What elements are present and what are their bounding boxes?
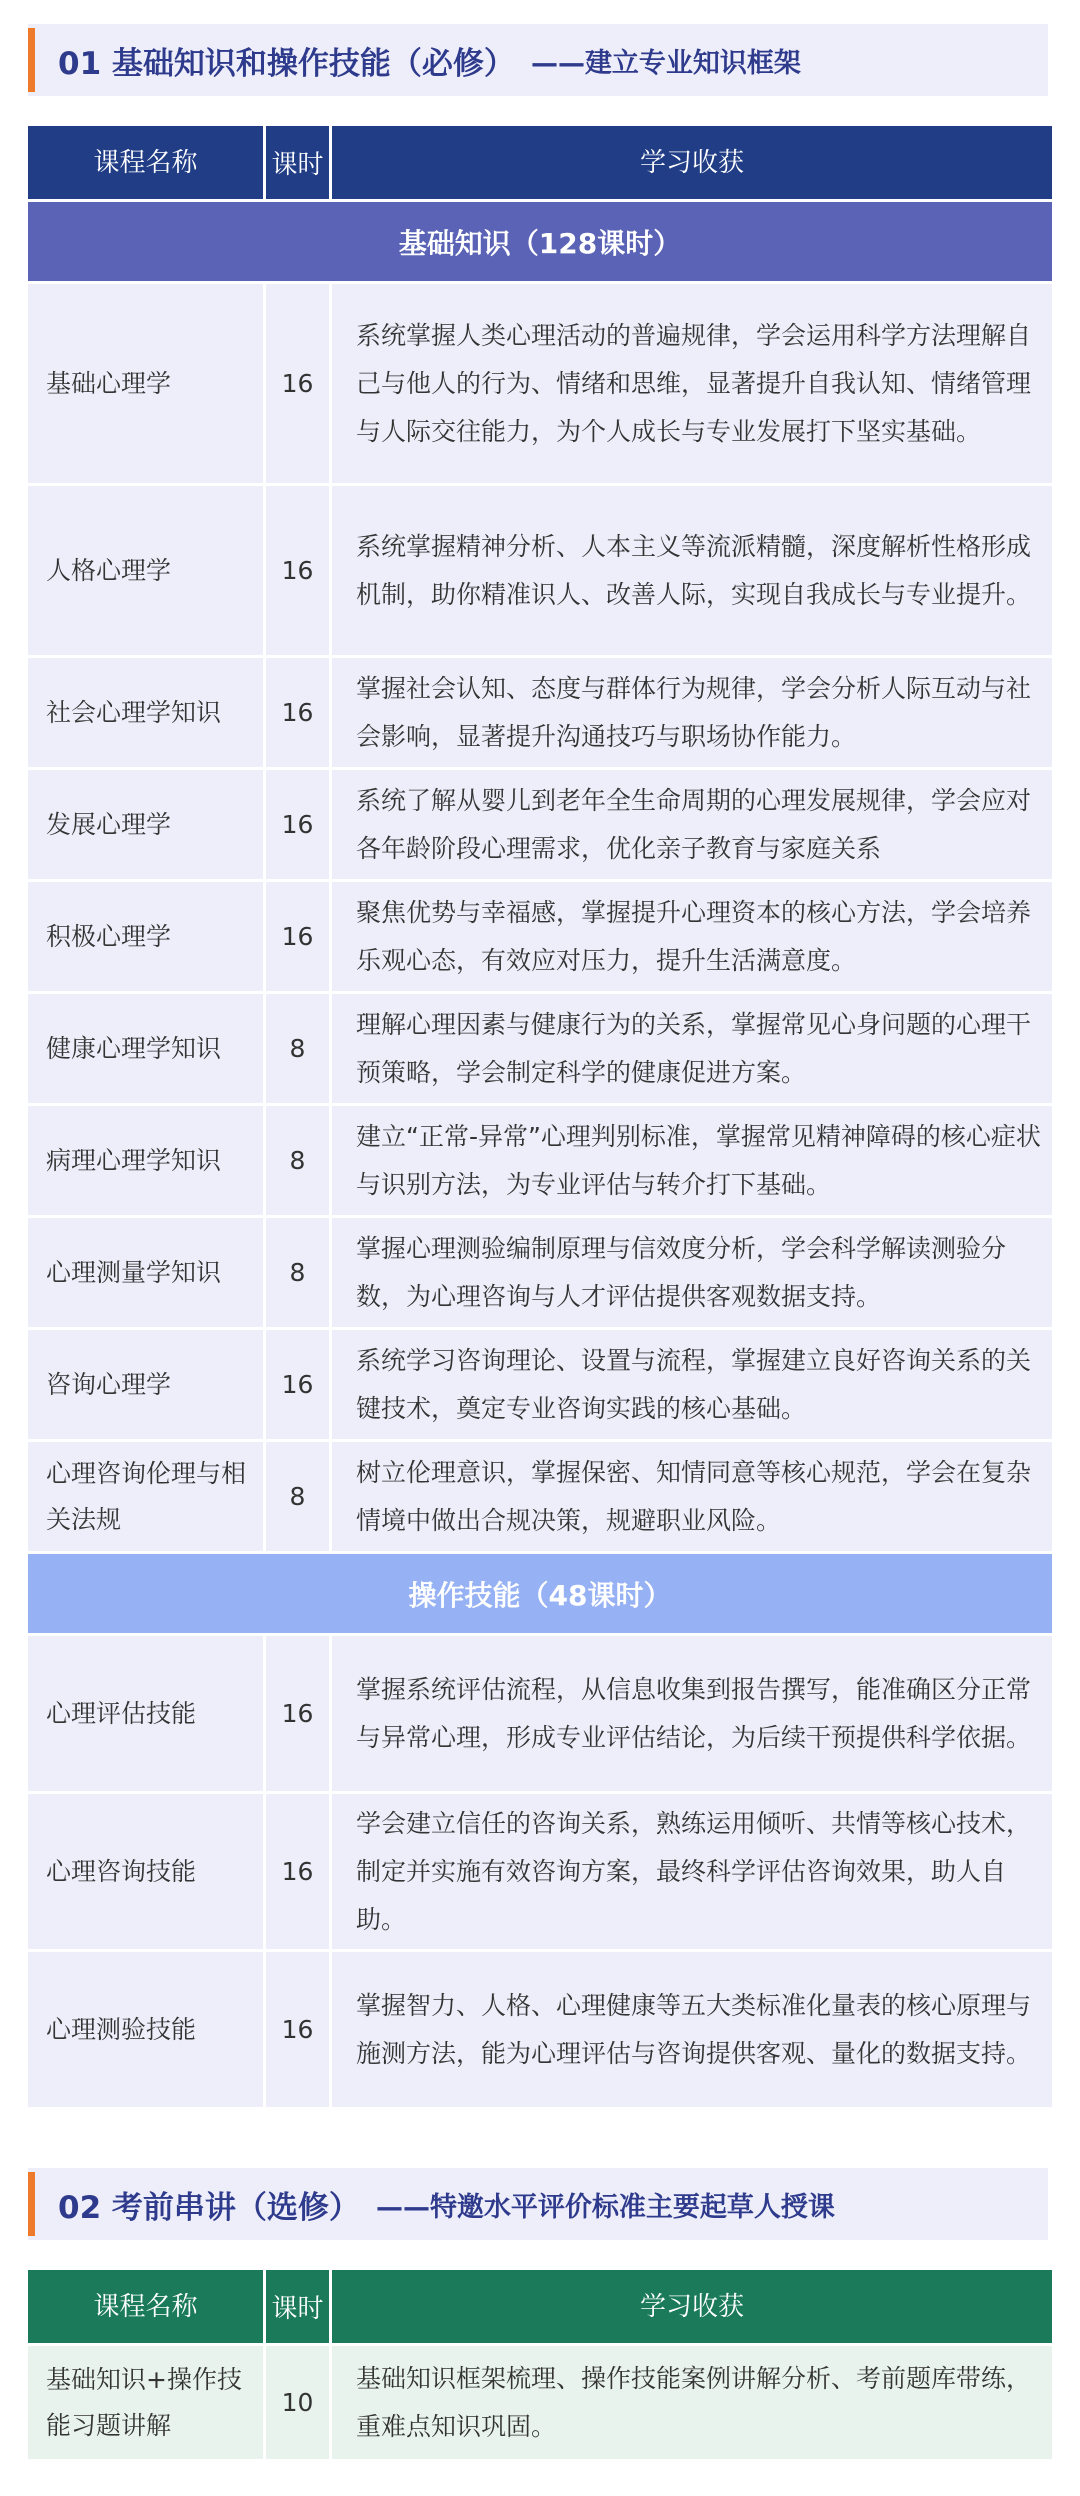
table-row [28, 882, 1052, 994]
course-name-cell: 发展心理学 [28, 770, 266, 882]
course-hours-cell: 16 [266, 658, 332, 770]
course-outcome-cell: 掌握社会认知、态度与群体行为规律，学会分析人际互动与社会影响，显著提升沟通技巧与职场协作能力。 [332, 658, 1052, 770]
course-outcome-cell: 理解心理因素与健康行为的关系，掌握常见心身问题的心理干预策略，学会制定科学的健康促进方案。 [332, 994, 1052, 1106]
header-course-name: 课程名称 [28, 2270, 266, 2346]
table-row [28, 1330, 1052, 1442]
section-2-rows [28, 2346, 1052, 2462]
group-basic-knowledge-heading: 基础知识（128课时） [28, 202, 1052, 284]
table-row [28, 770, 1052, 882]
table-row [28, 486, 1052, 658]
table-row [28, 1636, 1052, 1794]
table-header-row [28, 2270, 1052, 2346]
course-outcome-cell: 掌握心理测验编制原理与信效度分析，学会科学解读测验分数，为心理咨询与人才评估提供客观数据支持。 [332, 1218, 1052, 1330]
course-hours-cell: 10 [266, 2346, 332, 2462]
course-outcome-cell: 树立伦理意识，掌握保密、知情同意等核心规范，学会在复杂情境中做出合规决策，规避职业风险。 [332, 1442, 1052, 1554]
section-2-heading [28, 2168, 1048, 2240]
group-operation-skills-heading: 操作技能（48课时） [28, 1554, 1052, 1636]
section-2-table [28, 2270, 1052, 2462]
section-1-title: 01 基础知识和操作技能（必修） [58, 45, 515, 82]
table-row [28, 1952, 1052, 2110]
course-hours-cell: 16 [266, 486, 332, 658]
course-hours-cell: 8 [266, 1442, 332, 1554]
course-hours-cell: 16 [266, 770, 332, 882]
course-outcome-cell: 掌握智力、人格、心理健康等五大类标准化量表的核心原理与施测方法，能为心理评估与咨询提供客观、量化的数据支持。 [332, 1952, 1052, 2110]
course-hours-cell: 16 [266, 284, 332, 486]
header-hours: 课时 [266, 2270, 332, 2346]
course-hours-cell: 16 [266, 1794, 332, 1952]
header-course-name: 课程名称 [28, 126, 266, 202]
course-name-cell: 咨询心理学 [28, 1330, 266, 1442]
table-row [28, 284, 1052, 486]
course-outcome-cell: 系统掌握人类心理活动的普遍规律，学会运用科学方法理解自己与他人的行为、情绪和思维，显著提升自我认知、情绪管理与人际交往能力，为个人成长与专业发展打下坚实基础。 [332, 284, 1052, 486]
course-name-cell: 心理咨询伦理与相关法规 [28, 1442, 266, 1554]
table-row [28, 1218, 1052, 1330]
course-outcome-cell: 掌握系统评估流程，从信息收集到报告撰写，能准确区分正常与异常心理，形成专业评估结论，为后续干预提供科学依据。 [332, 1636, 1052, 1794]
course-name-cell: 心理咨询技能 [28, 1794, 266, 1952]
table-row [28, 1794, 1052, 1952]
header-hours: 课时 [266, 126, 332, 202]
course-name-cell: 心理评估技能 [28, 1636, 266, 1794]
course-name-cell: 人格心理学 [28, 486, 266, 658]
course-outcome-cell: 建立“正常-异常”心理判别标准，掌握常见精神障碍的核心症状与识别方法，为专业评估与转介打下基础。 [332, 1106, 1052, 1218]
course-outcome-cell: 基础知识框架梳理、操作技能案例讲解分析、考前题库带练，重难点知识巩固。 [332, 2346, 1052, 2462]
header-outcomes: 学习收获 [332, 126, 1052, 202]
course-hours-cell: 16 [266, 882, 332, 994]
section-1-table [28, 126, 1052, 2110]
course-outcome-cell: 学会建立信任的咨询关系，熟练运用倾听、共情等核心技术，制定并实施有效咨询方案，最终科学评估咨询效果，助人自助。 [332, 1794, 1052, 1952]
course-hours-cell: 8 [266, 1218, 332, 1330]
course-outcome-cell: 系统掌握精神分析、人本主义等流派精髓，深度解析性格形成机制，助你精准识人、改善人际，实现自我成长与专业提升。 [332, 486, 1052, 658]
course-name-cell: 心理测验技能 [28, 1952, 266, 2110]
table-row [28, 2346, 1052, 2462]
course-name-cell: 基础心理学 [28, 284, 266, 486]
course-hours-cell: 16 [266, 1636, 332, 1794]
course-name-cell: 基础知识+操作技能习题讲解 [28, 2346, 266, 2462]
course-outcome-cell: 系统学习咨询理论、设置与流程，掌握建立良好咨询关系的关键技术，奠定专业咨询实践的核心基础。 [332, 1330, 1052, 1442]
section-2-subtitle: ——特邀水平评价标准主要起草人授课 [375, 2191, 835, 2223]
group-basic-knowledge-rows [28, 284, 1052, 1554]
course-name-cell: 病理心理学知识 [28, 1106, 266, 1218]
section-2-title: 02 考前串讲（选修） [58, 2189, 360, 2226]
table-row [28, 1442, 1052, 1554]
table-row [28, 994, 1052, 1106]
course-outcome-cell: 聚焦优势与幸福感，掌握提升心理资本的核心方法，学会培养乐观心态，有效应对压力，提升生活满意度。 [332, 882, 1052, 994]
group-operation-skills-rows [28, 1636, 1052, 2110]
course-hours-cell: 16 [266, 1952, 332, 2110]
table-row [28, 1106, 1052, 1218]
header-outcomes: 学习收获 [332, 2270, 1052, 2346]
course-hours-cell: 8 [266, 1106, 332, 1218]
course-outcome-cell: 系统了解从婴儿到老年全生命周期的心理发展规律，学会应对各年龄阶段心理需求，优化亲子教育与家庭关系 [332, 770, 1052, 882]
course-hours-cell: 8 [266, 994, 332, 1106]
course-name-cell: 健康心理学知识 [28, 994, 266, 1106]
course-hours-cell: 16 [266, 1330, 332, 1442]
section-1-heading [28, 24, 1048, 96]
section-1-subtitle: ——建立专业知识框架 [530, 47, 801, 79]
accent-bar [28, 28, 35, 92]
table-header-row [28, 126, 1052, 202]
accent-bar [28, 2172, 35, 2236]
course-name-cell: 社会心理学知识 [28, 658, 266, 770]
course-name-cell: 心理测量学知识 [28, 1218, 266, 1330]
table-row [28, 658, 1052, 770]
course-name-cell: 积极心理学 [28, 882, 266, 994]
